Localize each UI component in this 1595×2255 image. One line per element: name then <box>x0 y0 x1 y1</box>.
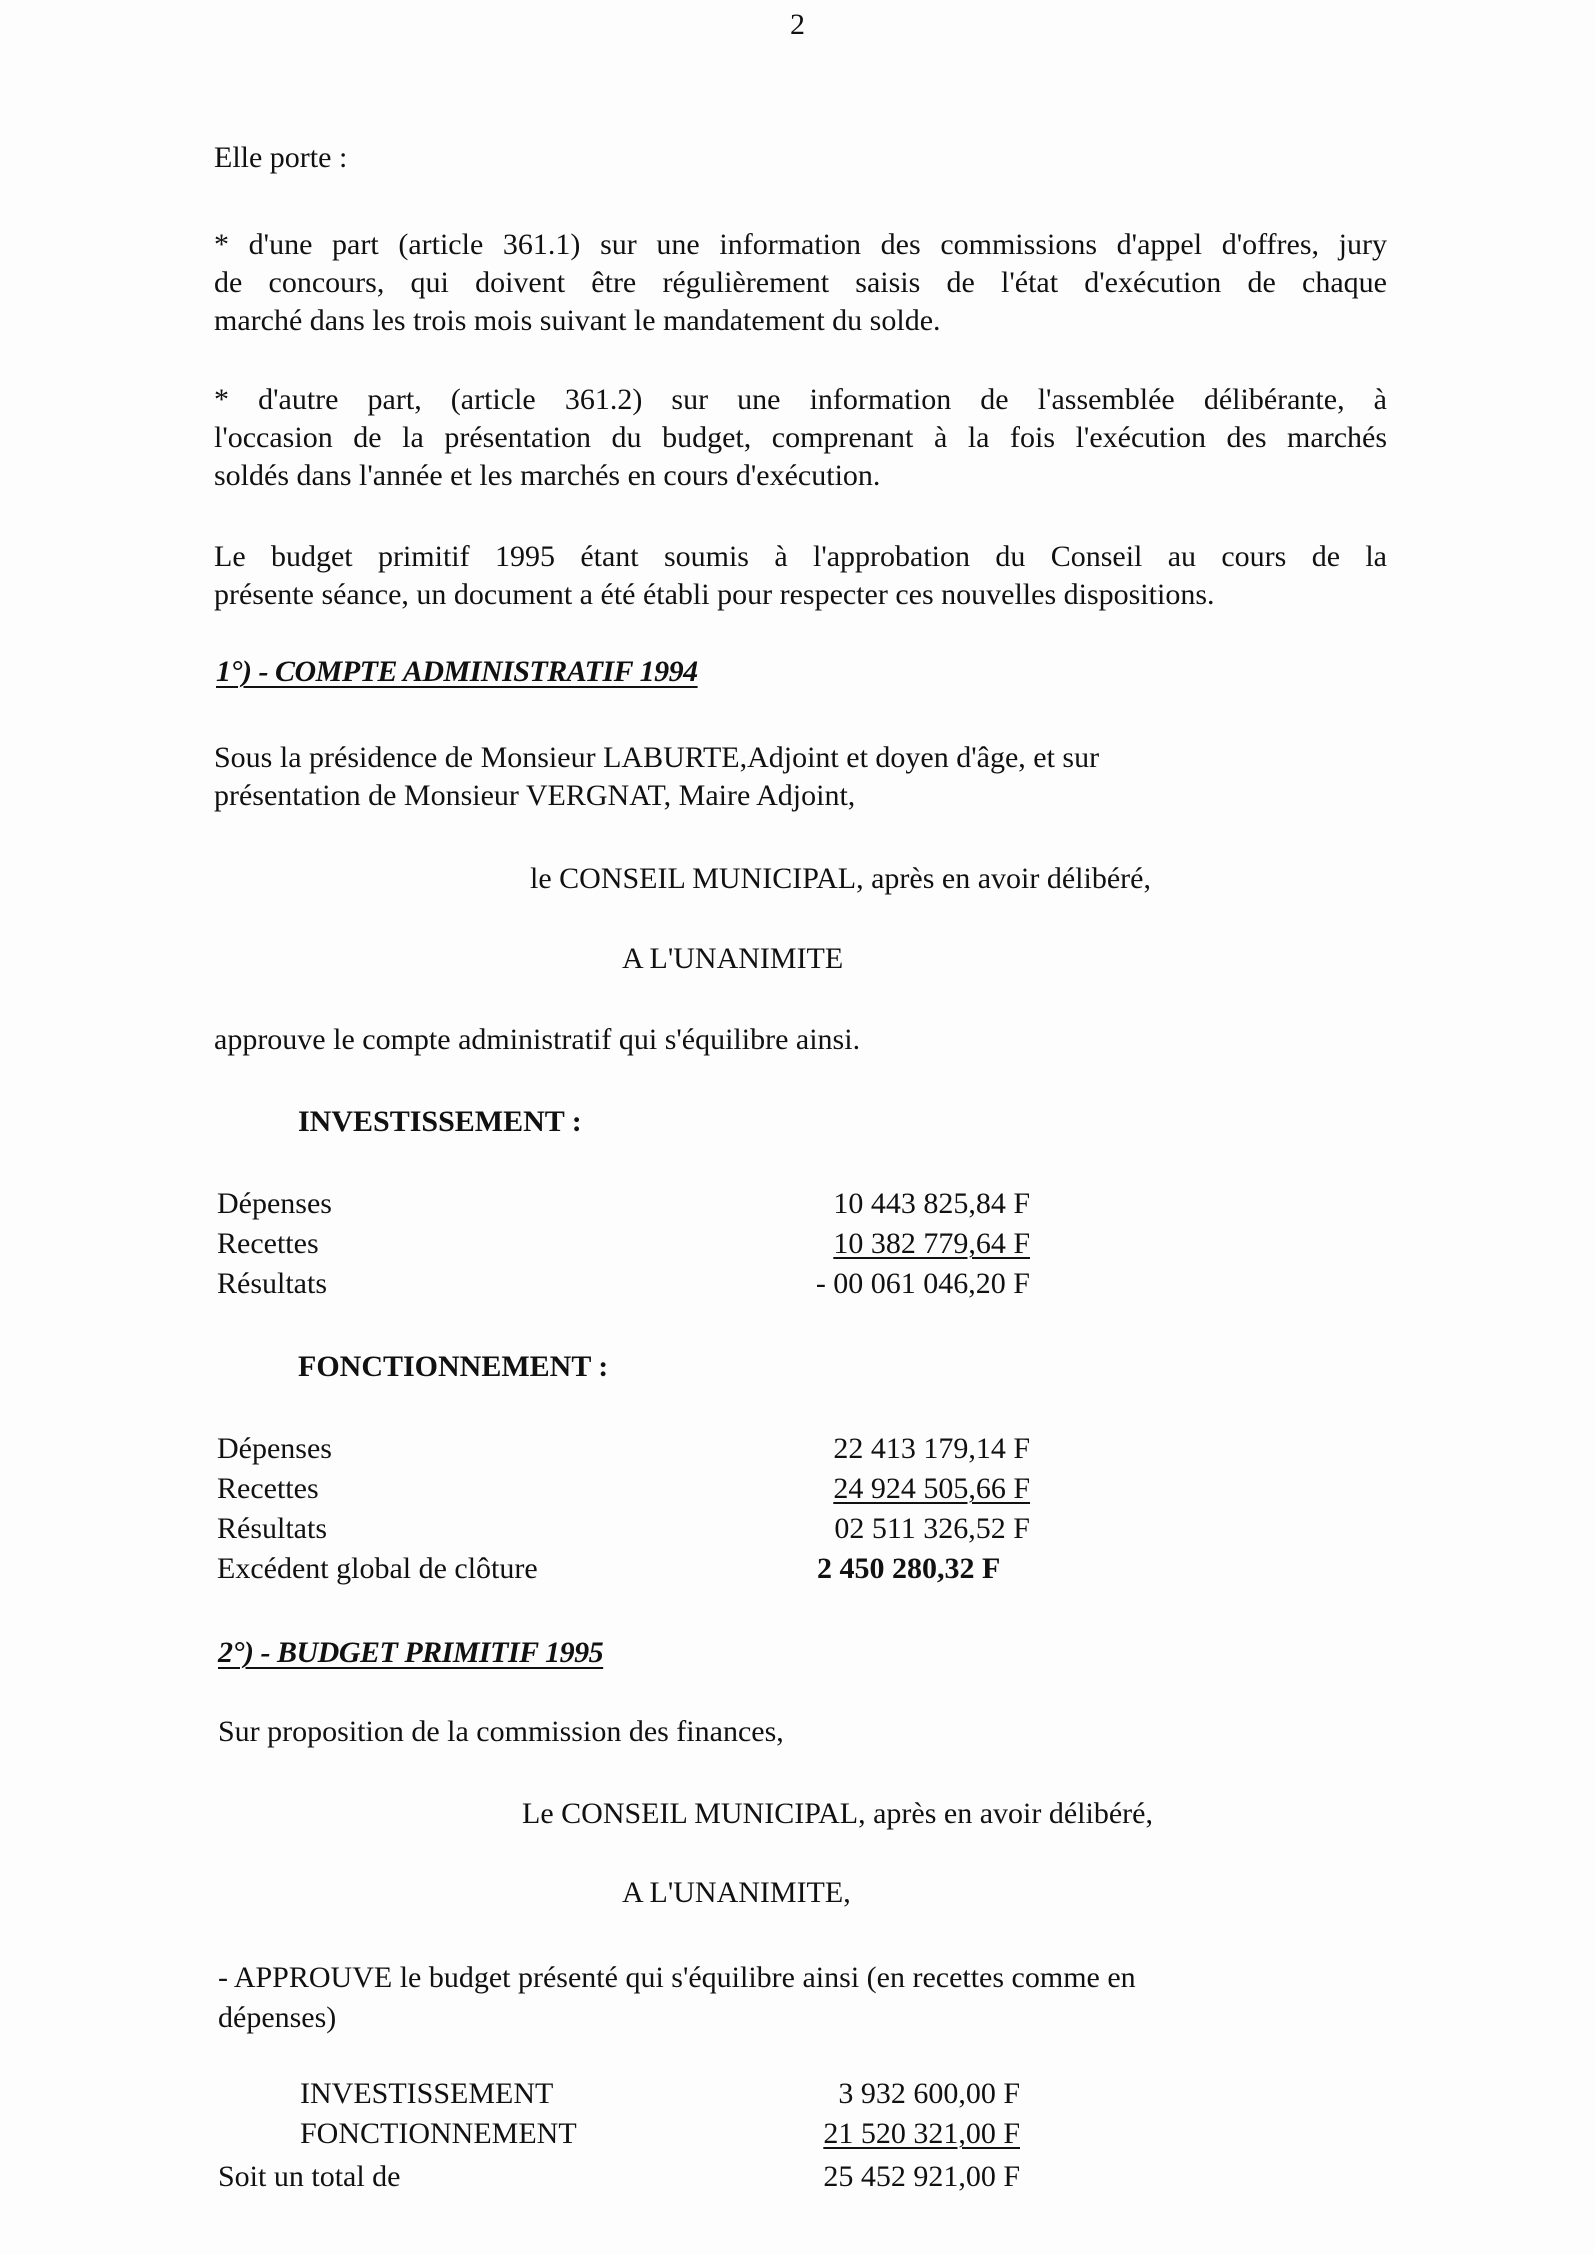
budget-row <box>300 2077 1200 2117</box>
total-row <box>218 2160 1118 2200</box>
fonctionnement-title: FONCTIONNEMENT : <box>298 1350 609 1383</box>
table-row <box>217 1267 1117 1307</box>
section-1-heading: 1°) - COMPTE ADMINISTRATIF 1994 <box>216 655 698 688</box>
table-row <box>217 1187 1117 1227</box>
conseil-statement: le CONSEIL MUNICIPAL, après en avoir délibéré, <box>530 862 1151 895</box>
row-value: 10 443 825,84 F <box>833 1187 1030 1220</box>
row-value: - 00 061 046,20 F <box>815 1267 1030 1300</box>
text-line: Le budget primitif 1995 étant soumis à l'approbation du Conseil au cours de la <box>214 540 1387 573</box>
row-value: 24 924 505,66 F <box>833 1472 1030 1505</box>
row-label: Recettes <box>217 1227 319 1260</box>
text-line: - APPROUVE le budget présenté qui s'équilibre ainsi (en recettes comme en <box>218 1961 1136 1994</box>
row-value: 21 520 321,00 F <box>823 2117 1020 2150</box>
row-value: 02 511 326,52 F <box>834 1512 1030 1545</box>
excedent-value: 2 450 280,32 F <box>817 1552 1001 1585</box>
row-label: Excédent global de clôture <box>217 1552 538 1585</box>
text-line: de concours, qui doivent être régulièrement saisis de l'état d'exécution de chaque <box>214 266 1387 299</box>
row-value: 10 382 779,64 F <box>833 1227 1030 1260</box>
text-line: présente séance, un document a été établi pour respecter ces nouvelles dispositions. <box>214 578 1215 611</box>
intro-item-1 <box>214 226 1387 340</box>
page-number: 2 <box>790 8 805 41</box>
table-row <box>217 1512 1117 1552</box>
text-line: Sous la présidence de Monsieur LABURTE,Adjoint et doyen d'âge, et sur <box>214 741 1100 774</box>
total-value: 25 452 921,00 F <box>823 2160 1020 2193</box>
budget-approval <box>218 1958 1136 2038</box>
budget-note <box>214 538 1387 614</box>
budget-row <box>300 2117 1200 2157</box>
table-row <box>217 1227 1117 1267</box>
intro-lead: Elle porte : <box>214 141 348 174</box>
excedent-row <box>217 1552 1117 1592</box>
row-label: INVESTISSEMENT <box>300 2077 554 2110</box>
approval-statement: approuve le compte administratif qui s'équilibre ainsi. <box>214 1023 861 1056</box>
text-line: * d'une part (article 361.1) sur une information des commissions d'appel d'offres, jury <box>214 228 1387 261</box>
intro-item-2 <box>214 381 1387 495</box>
presidence-paragraph <box>214 739 1099 815</box>
vote-result: A L'UNANIMITE <box>622 942 844 975</box>
text-line: l'occasion de la présentation du budget, comprenant à la fois l'exécution des marchés <box>214 421 1387 454</box>
text-line: * d'autre part, (article 361.2) sur une information de l'assemblée délibérante, à <box>214 383 1387 416</box>
row-label: FONCTIONNEMENT <box>300 2117 577 2150</box>
row-label: Recettes <box>217 1472 319 1505</box>
row-label: Résultats <box>217 1512 327 1545</box>
investissement-title: INVESTISSEMENT : <box>298 1105 582 1138</box>
text-line: marché dans les trois mois suivant le mandatement du solde. <box>214 304 941 337</box>
row-value: 3 932 600,00 F <box>838 2077 1020 2110</box>
row-label: Résultats <box>217 1267 327 1300</box>
text-line: dépenses) <box>218 2001 337 2034</box>
text-line: soldés dans l'année et les marchés en cours d'exécution. <box>214 459 881 492</box>
row-label: Soit un total de <box>218 2160 401 2193</box>
text-line: présentation de Monsieur VERGNAT, Maire Adjoint, <box>214 779 856 812</box>
vote-result: A L'UNANIMITE, <box>622 1876 851 1909</box>
table-row <box>217 1472 1117 1512</box>
section-2-heading: 2°) - BUDGET PRIMITIF 1995 <box>218 1636 604 1669</box>
table-row <box>217 1432 1117 1472</box>
row-label: Dépenses <box>217 1432 332 1465</box>
proposition-statement: Sur proposition de la commission des finances, <box>218 1715 784 1748</box>
row-label: Dépenses <box>217 1187 332 1220</box>
conseil-statement: Le CONSEIL MUNICIPAL, après en avoir délibéré, <box>522 1797 1153 1830</box>
row-value: 22 413 179,14 F <box>833 1432 1030 1465</box>
